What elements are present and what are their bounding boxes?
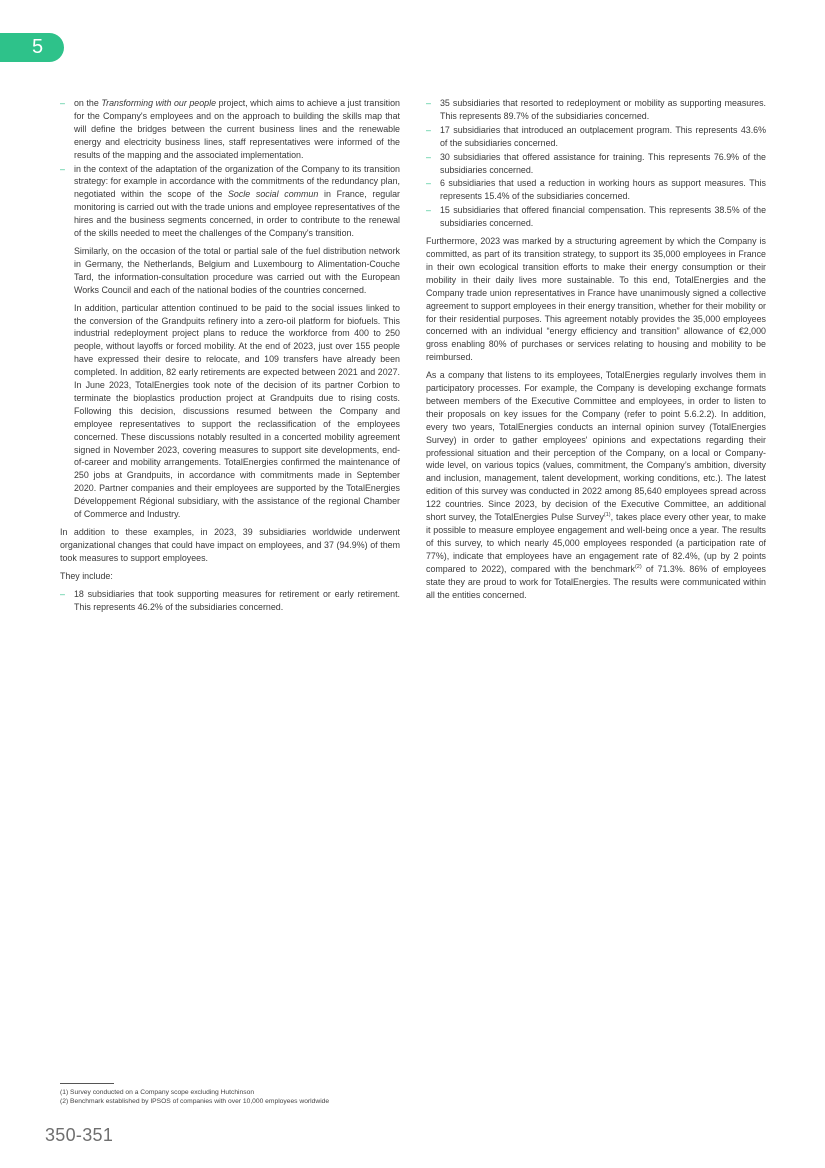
list-item: – 30 subsidiaries that offered assistance for training. This represents 76.9% of the subsidiaries concerned. [426, 151, 766, 175]
left-bullet-list-2 [60, 588, 400, 614]
footnote-divider [60, 1083, 114, 1084]
paragraph: Similarly, on the occasion of the total or partial sale of the fuel distribution network in Germany, the Netherlands, Belgium and Luxembourg to Alimentation-Couche Tard, the information-consultation procedure was carried out with the European Works Council and each of the national bodies of the countries concerned. [74, 245, 400, 295]
list-item: – 18 subsidiaries that took supporting measures for retirement or early retirement. This represents 46.2% of the subsidiaries concerned. [60, 588, 400, 612]
right-column [426, 97, 766, 606]
dash-bullet-icon: – [60, 163, 65, 174]
dash-bullet-icon: – [426, 98, 431, 108]
list-item: – 35 subsidiaries that resorted to redeployment or mobility as supporting measures. This represents 89.7% of the subsidiaries concerned. [426, 98, 766, 121]
paragraph: In addition, particular attention continued to be paid to the social issues linked to the conversion of the Grandpuits refinery into a zero-oil platform for biofuels. This industrial redeployment project plans to reduce the workforce from 400 to 250 people, without layoffs or forced mobility. At the end of 2023, just over 155 people have expressed their desire to relocate, and 109 transfers have already been completed. In addition, 82 early retirements are expected between 2021 and 2027. In June 2023, TotalEnergies took note of the decision of its partner Corbion to terminate the bioplastics production project at Grandpuits due to rising costs. Following this decision, discussions resumed between the Company and employee representatives to support the reclassification of the employees concerned. These discussions notably resulted in a concerted mobility agreement signed in November 2023, covering measures to support site developments, end-of-career and mobility arrangements. TotalEnergies confirmed the maintenance of 250 jobs at Grandpuits, in accordance with commitments made in September 2020. Partner companies and their employees are supported by the TotalEnergies Développement Régional subsidiary, with the assistance of the regional Chamber of Commerce and Industry. [74, 302, 400, 520]
chapter-number: 5 [32, 36, 44, 58]
left-column [60, 97, 400, 618]
list-item: – 17 subsidiaries that introduced an outplacement program. This represents 43.6% of the subsidiaries concerned. [426, 124, 766, 148]
footnote-ref-1: (1) [603, 512, 611, 519]
paragraph: Furthermore, 2023 was marked by a structuring agreement by which the Company is committed, as part of its transition strategy, to support its 35,000 employees in France in their own ecological transition efforts to make their energy consumption or their mobility in their daily lives more sustainable. To this end, TotalEnergies and the Company trade union representatives in France have unanimously signed a collective agreement to support employees in their energy transition, whether for their mobility or for their residential purposes. This agreement notably provides the 35,000 employees concerned with an individual “energy efficiency and transition” allowance of €2,000 gross enabling 80% of purchases or services relating to housing and mobility to be reimbursed. [426, 236, 766, 363]
footnote-1: (1) Survey conducted on a Company scope excluding Hutchinson [60, 1089, 255, 1096]
list-item: – on the Transforming with our people project, which aims to achieve a just transition for the Company's employees and on the approach to building the skills map that will define the bridges between the current business lines and the renewable energy and electricity business lines, staff representatives were informed of the results of the mapping and the associated implementation. [60, 98, 400, 160]
list-item: – in the context of the adaptation of the organization of the Company to its transition strategy: for example in accordance with the commitments of the redundancy plan, negotiated within the scope of the Socle social commun in France, regular monitoring is carried out with the trade unions and employee representatives of the hires and the business segments concerned, in order to contribute to the renewal of the skills needed to meet the challenges of the Company's transition. [60, 163, 400, 239]
chapter-tab [0, 33, 64, 62]
paragraph: They include: [60, 570, 113, 581]
dash-bullet-icon: – [60, 588, 65, 599]
project-name: Transforming with our people [101, 98, 217, 108]
page-number: 350-351 [45, 1125, 114, 1145]
dash-bullet-icon: – [426, 205, 431, 216]
dash-bullet-icon: – [426, 178, 431, 189]
dash-bullet-icon: – [60, 98, 65, 108]
footnote-2: (2) Benchmark established by IPSOS of companies with over 10,000 employees worldwide [60, 1098, 330, 1105]
paragraph: As a company that listens to its employees, TotalEnergies regularly involves them in participatory processes. For example, the Company is developing exchange formats between members of the Executive Committee and employees, in order to listen to their proposals on key issues for the Company (refer to point 5.6.2.2). In addition, every two years, TotalEnergies conducts an internal opinion survey (TotalEnergies Survey) in order to gather employees' opinions and expectations regarding their professional situation and their perception of the Company, on a local or Company-wide level, on various topics (values, commitment, the Company’s ambition, diversity and inclusion, management, talent development, working conditions, etc.). The latest edition of this survey was conducted in 2022 among 85,640 employees spread across 122 countries. Since 2023, by decision of the Executive Committee, an additional short survey, the TotalEnergies Pulse Survey$^{(1)}$, takes place every other year, to make it possible to measure employee engagement and well-being once a year. The results of this survey, to which nearly 45,000 employees responded (a participation rate of 77%), indicate that employees have an engagement rate of 82.4%, (up by 2 points compared to 2022), compared with the benchmark$^{(2)}$ of 71.3%. 86% of employees state they are proud to work for TotalEnergies. The results were communicated within all the entities concerned. [426, 370, 766, 600]
dash-bullet-icon: – [426, 151, 431, 162]
agreement-name: Socle social commun [228, 189, 319, 200]
list-item: – 6 subsidiaries that used a reduction in working hours as support measures. This represents 15.4% of the subsidiaries concerned. [426, 178, 766, 202]
paragraph: In addition to these examples, in 2023, 39 subsidiaries worldwide underwent organizational changes that could have impact on employees, and 37 (94.9%) of them took measures to support employees. [60, 527, 400, 563]
list-item: – 15 subsidiaries that offered financial compensation. This represents 38.5% of the subsidiaries concerned. [426, 205, 766, 229]
left-bullet-list-1 [60, 97, 400, 240]
right-bullet-list [426, 97, 766, 230]
footnote-ref-2: (2) [634, 563, 642, 570]
dash-bullet-icon: – [426, 124, 431, 135]
